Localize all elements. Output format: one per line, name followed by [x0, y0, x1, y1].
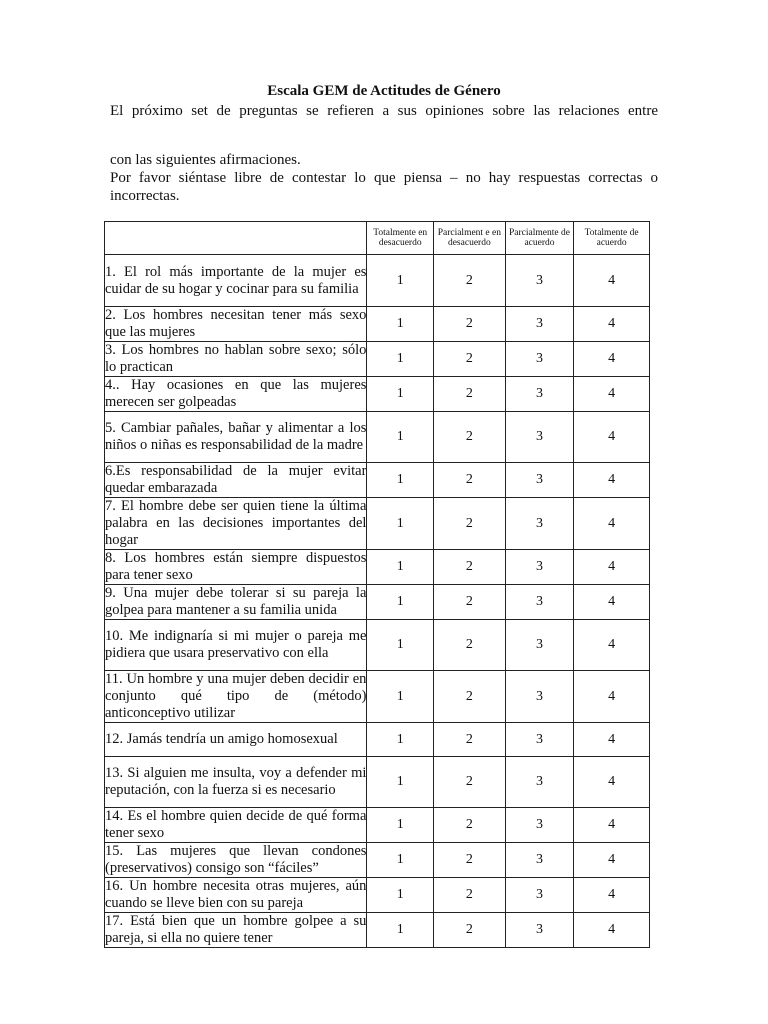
response-option-3[interactable]: 3: [505, 585, 574, 620]
response-option-4[interactable]: 4: [574, 377, 650, 412]
response-option-2[interactable]: 2: [434, 843, 506, 878]
item-statement: 4.. Hay ocasiones en que las mujeres merecen ser golpeadas: [105, 377, 367, 410]
response-option-3[interactable]: 3: [505, 620, 574, 671]
header-totalmente-acuerdo: Totalmente de acuerdo: [574, 222, 650, 255]
response-option-3[interactable]: 3: [505, 878, 574, 913]
response-option-2[interactable]: 2: [434, 585, 506, 620]
response-option-4[interactable]: 4: [574, 757, 650, 808]
item-statement: 15. Las mujeres que llevan condones (preservativos) consigo son “fáciles”: [105, 843, 367, 876]
response-option-4[interactable]: 4: [574, 463, 650, 498]
response-option-4[interactable]: 4: [574, 550, 650, 585]
response-option-4[interactable]: 4: [574, 412, 650, 463]
response-option-1[interactable]: 1: [367, 878, 434, 913]
response-option-3[interactable]: 3: [505, 377, 574, 412]
table-row: [105, 255, 650, 307]
response-option-2[interactable]: 2: [434, 463, 506, 498]
item-statement: 16. Un hombre necesita otras mujeres, aún cuando se lleve bien con su pareja: [105, 878, 367, 911]
page-title: Escala GEM de Actitudes de Género: [267, 83, 501, 99]
response-option-4[interactable]: 4: [574, 843, 650, 878]
table-row: [105, 757, 650, 808]
table-row: [105, 808, 650, 843]
response-option-3[interactable]: 3: [505, 498, 574, 550]
intro-line-3: Por favor siéntase libre de contestar lo que piensa – no hay respuestas correctas o incorrectas.: [110, 170, 658, 204]
item-statement: 9. Una mujer debe tolerar si su pareja la golpea para mantener a su familia unida: [105, 585, 367, 618]
response-option-4[interactable]: 4: [574, 342, 650, 377]
item-statement: 5. Cambiar pañales, bañar y alimentar a los niños o niñas es responsabilidad de la madre: [105, 412, 367, 463]
table-body: [105, 255, 650, 948]
response-option-2[interactable]: 2: [434, 878, 506, 913]
response-option-4[interactable]: 4: [574, 878, 650, 913]
response-option-1[interactable]: 1: [367, 412, 434, 463]
item-statement: 7. El hombre debe ser quien tiene la última palabra en las decisiones importantes del hogar: [105, 498, 367, 548]
response-option-1[interactable]: 1: [367, 757, 434, 808]
response-option-1[interactable]: 1: [367, 463, 434, 498]
response-option-2[interactable]: 2: [434, 620, 506, 671]
response-option-1[interactable]: 1: [367, 585, 434, 620]
response-option-1[interactable]: 1: [367, 498, 434, 550]
response-option-3[interactable]: 3: [505, 913, 574, 948]
response-option-1[interactable]: 1: [367, 377, 434, 412]
response-option-3[interactable]: 3: [505, 757, 574, 808]
table-header-row: [105, 222, 650, 255]
response-option-4[interactable]: 4: [574, 255, 650, 307]
response-option-2[interactable]: 2: [434, 913, 506, 948]
response-option-2[interactable]: 2: [434, 808, 506, 843]
item-statement: 14. Es el hombre quien decide de qué forma tener sexo: [105, 808, 367, 841]
table-row: [105, 843, 650, 878]
table-row: [105, 412, 650, 463]
response-option-2[interactable]: 2: [434, 723, 506, 757]
item-statement: 6.Es responsabilidad de la mujer evitar quedar embarazada: [105, 463, 367, 496]
response-option-2[interactable]: 2: [434, 757, 506, 808]
item-statement: 8. Los hombres están siempre dispuestos para tener sexo: [105, 550, 367, 583]
response-option-3[interactable]: 3: [505, 255, 574, 307]
item-statement: 1. El rol más importante de la mujer es cuidar de su hogar y cocinar para su familia: [105, 255, 367, 307]
response-option-1[interactable]: 1: [367, 255, 434, 307]
header-parcialmente-acuerdo: Parcialmente de acuerdo: [505, 222, 574, 255]
response-option-2[interactable]: 2: [434, 255, 506, 307]
item-statement: 3. Los hombres no hablan sobre sexo; sólo lo practican: [105, 342, 367, 375]
item-statement: 17. Está bien que un hombre golpee a su pareja, si ella no quiere tener: [105, 913, 367, 946]
header-blank-cell: [105, 222, 367, 255]
response-option-2[interactable]: 2: [434, 377, 506, 412]
response-option-1[interactable]: 1: [367, 913, 434, 948]
response-option-3[interactable]: 3: [505, 463, 574, 498]
item-statement: 10. Me indignaría si mi mujer o pareja me pidiera que usara preservativo con ella: [105, 620, 367, 671]
response-option-4[interactable]: 4: [574, 808, 650, 843]
table-row: [105, 342, 650, 377]
response-option-2[interactable]: 2: [434, 412, 506, 463]
header-parcialmente-desacuerdo: Parcialment e en desacuerdo: [434, 222, 506, 255]
response-option-4[interactable]: 4: [574, 498, 650, 550]
item-statement: 12. Jamás tendría un amigo homosexual: [105, 723, 367, 757]
table-row: [105, 671, 650, 723]
intro-line-2: con las siguientes afirmaciones.: [110, 152, 301, 168]
response-option-3[interactable]: 3: [505, 307, 574, 342]
response-option-1[interactable]: 1: [367, 620, 434, 671]
table-row: [105, 878, 650, 913]
response-option-3[interactable]: 3: [505, 723, 574, 757]
response-option-2[interactable]: 2: [434, 342, 506, 377]
response-option-3[interactable]: 3: [505, 671, 574, 723]
item-statement: 11. Un hombre y una mujer deben decidir en conjunto qué tipo de (método) anticonceptivo utilizar: [105, 671, 367, 721]
table-row: [105, 620, 650, 671]
response-option-2[interactable]: 2: [434, 550, 506, 585]
item-statement: 13. Si alguien me insulta, voy a defender mi reputación, con la fuerza si es necesario: [105, 757, 367, 808]
table-row: [105, 550, 650, 585]
response-option-3[interactable]: 3: [505, 550, 574, 585]
response-option-4[interactable]: 4: [574, 913, 650, 948]
response-option-1[interactable]: 1: [367, 342, 434, 377]
response-option-4[interactable]: 4: [574, 671, 650, 723]
response-option-1[interactable]: 1: [367, 550, 434, 585]
response-option-3[interactable]: 3: [505, 342, 574, 377]
item-statement: 2. Los hombres necesitan tener más sexo que las mujeres: [105, 307, 367, 340]
response-option-1[interactable]: 1: [367, 307, 434, 342]
response-option-4[interactable]: 4: [574, 307, 650, 342]
response-option-4[interactable]: 4: [574, 723, 650, 757]
response-option-1[interactable]: 1: [367, 808, 434, 843]
response-option-1[interactable]: 1: [367, 671, 434, 723]
response-option-3[interactable]: 3: [505, 808, 574, 843]
table-row: [105, 723, 650, 757]
response-option-3[interactable]: 3: [505, 412, 574, 463]
table-row: [105, 307, 650, 342]
table-row: [105, 463, 650, 498]
response-option-4[interactable]: 4: [574, 585, 650, 620]
response-option-1[interactable]: 1: [367, 723, 434, 757]
table-row: [105, 913, 650, 948]
response-option-1[interactable]: 1: [367, 843, 434, 878]
table-row: [105, 585, 650, 620]
response-option-2[interactable]: 2: [434, 498, 506, 550]
response-option-3[interactable]: 3: [505, 843, 574, 878]
table-row: [105, 498, 650, 550]
response-option-4[interactable]: 4: [574, 620, 650, 671]
header-totalmente-desacuerdo: Totalmente en desacuerdo: [367, 222, 434, 255]
response-option-2[interactable]: 2: [434, 671, 506, 723]
gem-scale-table: [104, 221, 650, 948]
intro-line-1: El próximo set de preguntas se refieren a sus opiniones sobre las relaciones entre: [110, 103, 658, 119]
table-row: [105, 377, 650, 412]
response-option-2[interactable]: 2: [434, 307, 506, 342]
